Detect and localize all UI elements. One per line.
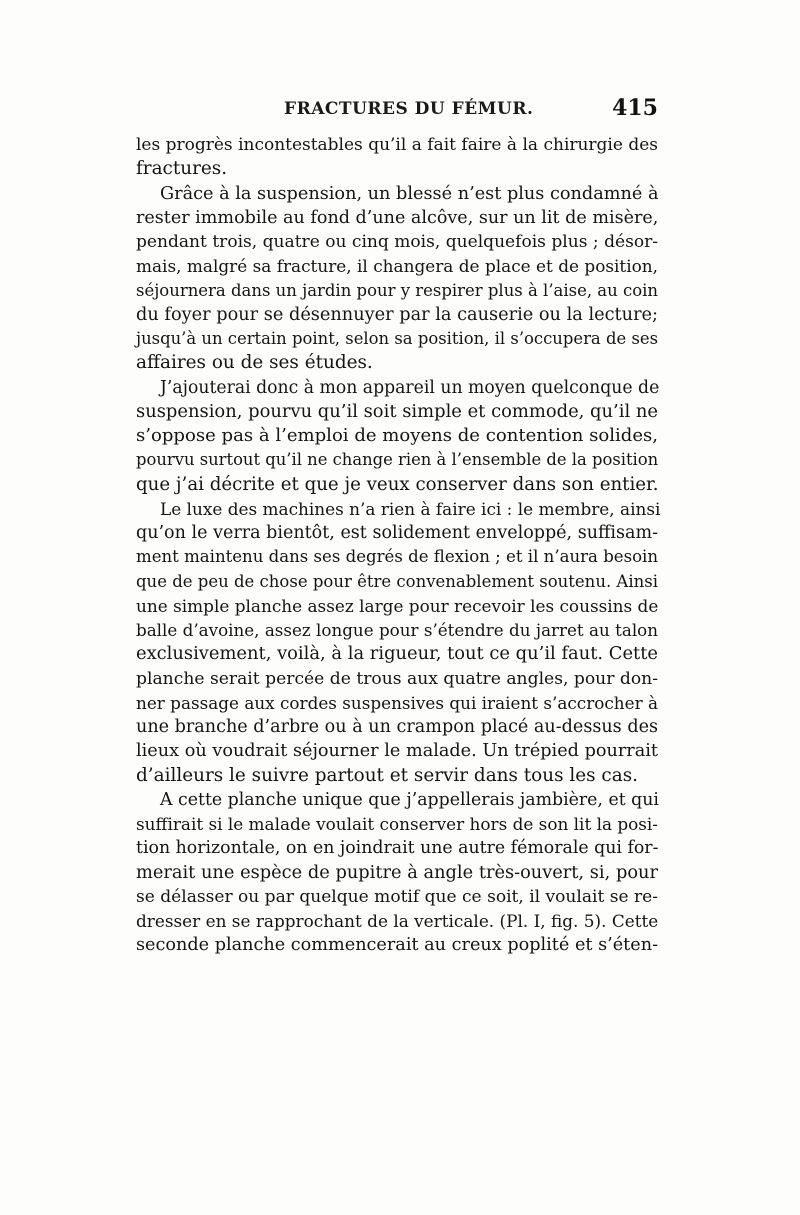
running-head: FRACTURES DU FÉMUR. [284,99,534,119]
text-line: suspension, pourvu qu’il soit simple et commode, qu’il ne [136,400,659,422]
body-text [136,133,661,958]
text-line: se délasser ou par quelque motif que ce soit, il voulait se re- [136,886,659,907]
page-header [136,97,658,127]
text-line: dresser en se rapprochant de la verticale. (Pl. I, fig. 5). Cette [136,911,659,931]
text-line: ner passage aux cordes suspensives qui iraient s’accrocher à [136,692,658,713]
text-line: seconde planche commencerait au creux poplité et s’éten- [136,935,659,956]
text-line: tion horizontale, on en joindrait une autre fémorale qui for- [136,838,659,859]
text-line: jusqu’à un certain point, selon sa position, il s’occupera de ses [136,329,658,348]
text-line: ment maintenu dans ses degrés de flexion ; et il n’aura besoin [136,547,658,567]
text-line: rester immobile au fond d’une alcôve, sur un lit de misère, [136,207,659,228]
text-line: pendant trois, quatre ou cinq mois, quelquefois plus ; désor- [136,232,658,252]
text-line: s’oppose pas à l’emploi de moyens de contention solides, [136,425,659,446]
text-line: J’ajouterai donc à mon appareil un moyen quelconque de [160,377,660,398]
text-line: les progrès incontestables qu’il a fait faire à la chirurgie des [136,135,658,155]
text-line: fractures. [136,158,228,180]
text-line: Grâce à la suspension, un blessé n’est plus condamné à [160,183,659,204]
text-line: mais, malgré sa fracture, il changera de place et de position, [136,256,658,277]
text-line: balle d’avoine, assez longue pour s’étendre du jarret au talon [136,620,658,640]
text-line: qu’on le verra bientôt, est solidement enveloppé, suffisam- [136,523,658,543]
text-line: une branche d’arbre ou à un crampon placé au-dessus des [136,717,658,737]
text-line: lieux où voudrait séjourner le malade. Un trépied pourrait [136,741,658,762]
text-line: A cette planche unique que j’appellerais jambière, et qui [160,789,659,810]
page-number: 415 [612,95,658,121]
text-line: suffirait si le malade voulait conserver hors de son lit la posi- [136,814,658,834]
text-line: planche serait percée de trous aux quatre angles, pour don- [136,668,658,689]
text-line: une simple planche assez large pour recevoir les coussins de [136,595,659,616]
text-line: Le luxe des machines n’a rien à faire ici : le membre, ainsi [160,498,661,519]
text-line: que de peu de chose pour être convenablement soutenu. Ainsi [136,571,658,591]
text-line: du foyer pour se désennuyer par la causerie ou la lecture; [136,304,658,325]
text-line: affaires ou de ses études. [136,352,373,374]
text-line: d’ailleurs le suivre partout et servir dans tous les cas. [136,764,638,786]
text-line: merait une espèce de pupitre à angle très-ouvert, si, pour [136,861,658,883]
text-line: que j’ai décrite et que je veux conserver dans son entier. [136,473,659,495]
text-line: séjournera dans un jardin pour y respirer plus à l’aise, au coin [136,280,658,300]
text-line: exclusivement, voilà, à la rigueur, tout ce qu’il faut. Cette [136,643,658,665]
text-line: pourvu surtout qu’il ne change rien à l’ensemble de la position [136,450,659,470]
